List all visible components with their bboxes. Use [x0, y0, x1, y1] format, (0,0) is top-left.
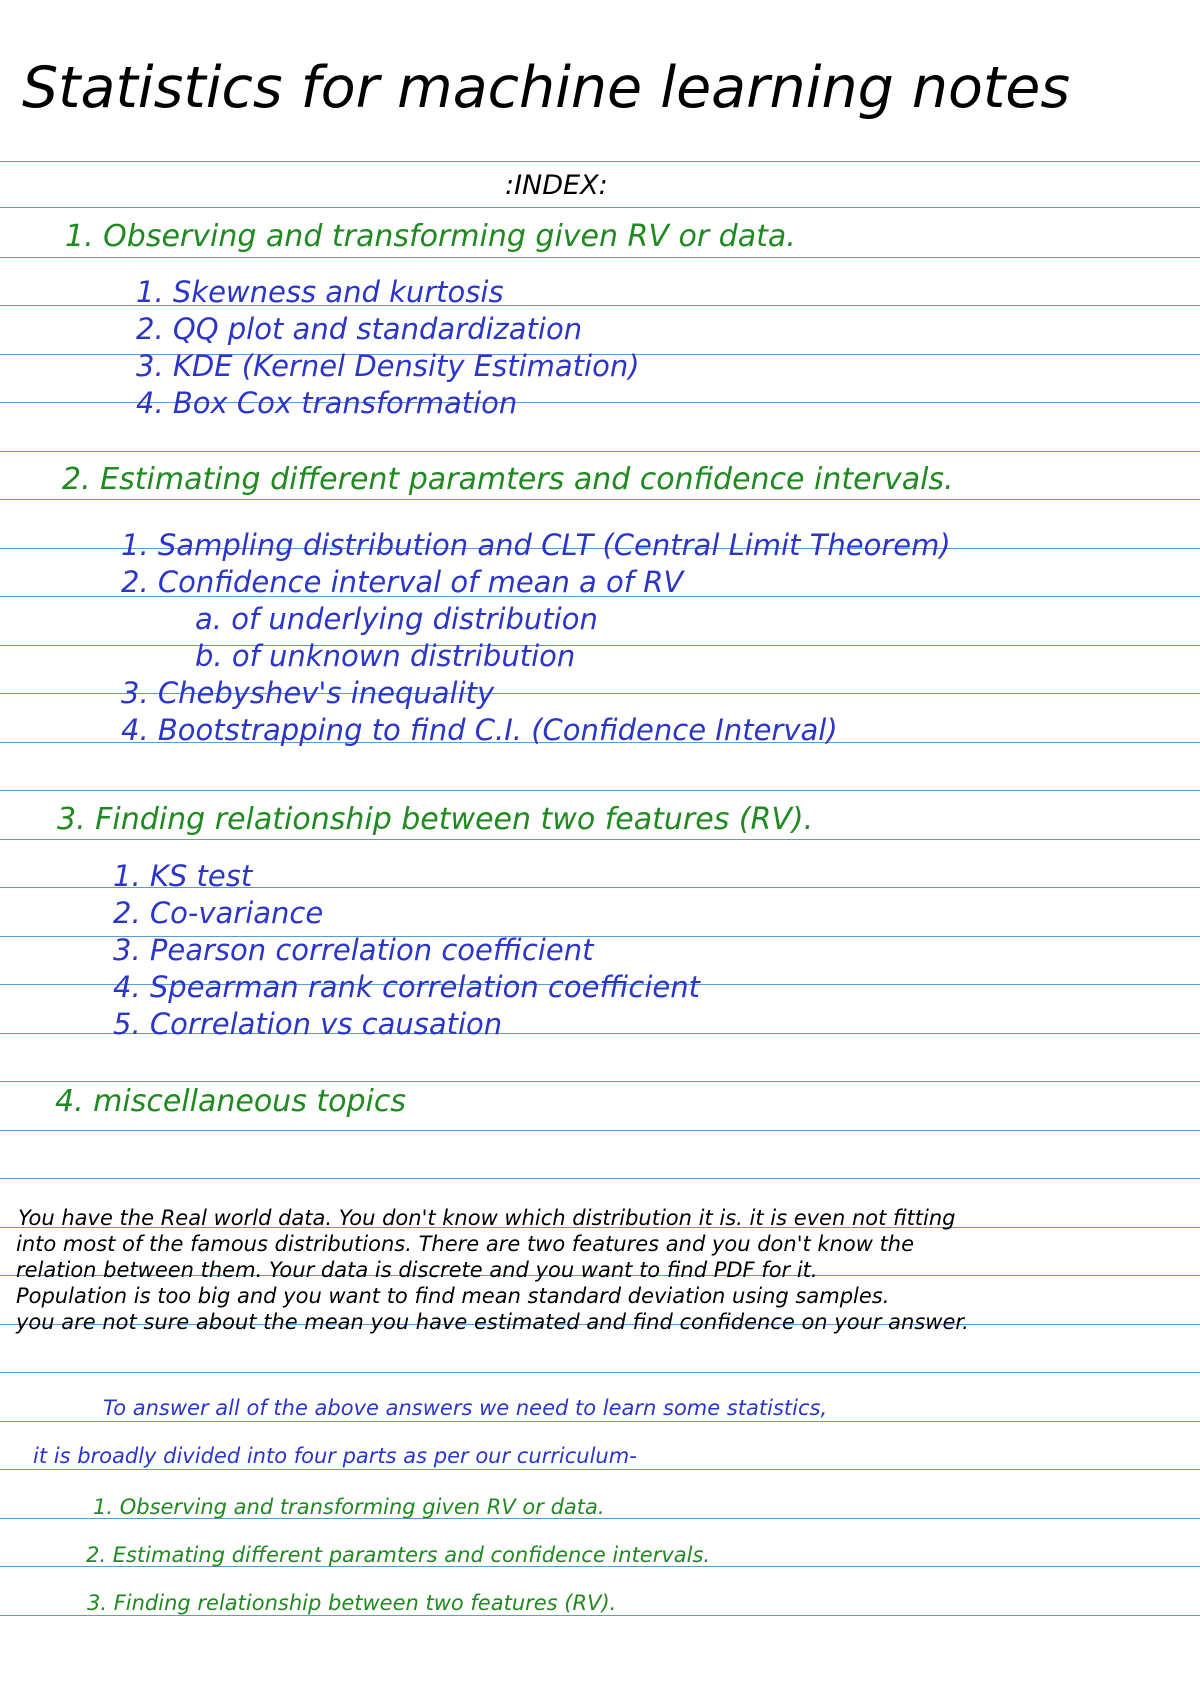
section-1-item: 3. KDE (Kernel Density Estimation) [136, 349, 640, 383]
rule-line [0, 499, 1200, 500]
section-1-item: 1. Skewness and kurtosis [136, 275, 504, 309]
section-2-item: 1. Sampling distribution and CLT (Central Limit Theorem) [121, 528, 951, 562]
rule-line [0, 1178, 1200, 1179]
section-2-item: 3. Chebyshev's inequality [121, 676, 495, 710]
answer-note: To answer all of the above answers we need to learn some statistics, [103, 1396, 828, 1420]
section-2-heading: 2. Estimating different paramters and confidence intervals. [62, 462, 954, 497]
intro-line: relation between them. Your data is discrete and you want to find PDF for it. [16, 1258, 818, 1282]
summary-part: 2. Estimating different paramters and confidence intervals. [86, 1543, 711, 1567]
section-3-item: 3. Pearson correlation coefficient [113, 933, 594, 967]
rule-line [0, 645, 1200, 646]
intro-line: You have the Real world data. You don't know which distribution it is. it is even not fitting [18, 1206, 956, 1230]
rule-line [0, 1081, 1200, 1082]
rule-line [0, 790, 1200, 791]
rule-line [0, 207, 1200, 208]
summary-part: 3. Finding relationship between two features (RV). [87, 1591, 617, 1615]
index-heading: :INDEX: [505, 170, 608, 201]
section-3-item: 2. Co-variance [113, 896, 324, 930]
rule-line [0, 451, 1200, 452]
section-4-heading: 4. miscellaneous topics [55, 1084, 406, 1119]
rule-line [0, 257, 1200, 258]
rule-line [0, 1615, 1200, 1616]
section-2-subitem: a. of underlying distribution [195, 602, 598, 636]
rule-line [0, 1421, 1200, 1422]
intro-line: you are not sure about the mean you have estimated and find confidence on your answer. [16, 1310, 969, 1334]
section-3-item: 5. Correlation vs causation [113, 1007, 503, 1041]
section-2-item: 4. Bootstrapping to find C.I. (Confidence Interval) [121, 713, 838, 747]
intro-line: into most of the famous distributions. There are two features and you don't know the [16, 1232, 915, 1256]
rule-line [0, 1469, 1200, 1470]
section-2-subitem: b. of unknown distribution [195, 639, 576, 673]
section-2-item: 2. Confidence interval of mean a of RV [121, 565, 684, 599]
section-1-item: 2. QQ plot and standardization [136, 312, 583, 346]
page-title: Statistics for machine learning notes [22, 55, 1071, 121]
section-1-heading: 1. Observing and transforming given RV or data. [65, 219, 796, 254]
section-1-item: 4. Box Cox transformation [136, 386, 518, 420]
rule-line [0, 161, 1200, 162]
rule-line [0, 839, 1200, 840]
rule-line [0, 1130, 1200, 1131]
section-3-item: 1. KS test [113, 859, 253, 893]
intro-line: Population is too big and you want to find mean standard deviation using samples. [16, 1284, 890, 1308]
section-3-heading: 3. Finding relationship between two features (RV). [57, 802, 814, 837]
rule-line [0, 1372, 1200, 1373]
divided-note: it is broadly divided into four parts as per our curriculum- [33, 1444, 637, 1468]
section-3-item: 4. Spearman rank correlation coefficient [113, 970, 701, 1004]
summary-part: 1. Observing and transforming given RV or data. [93, 1495, 605, 1519]
